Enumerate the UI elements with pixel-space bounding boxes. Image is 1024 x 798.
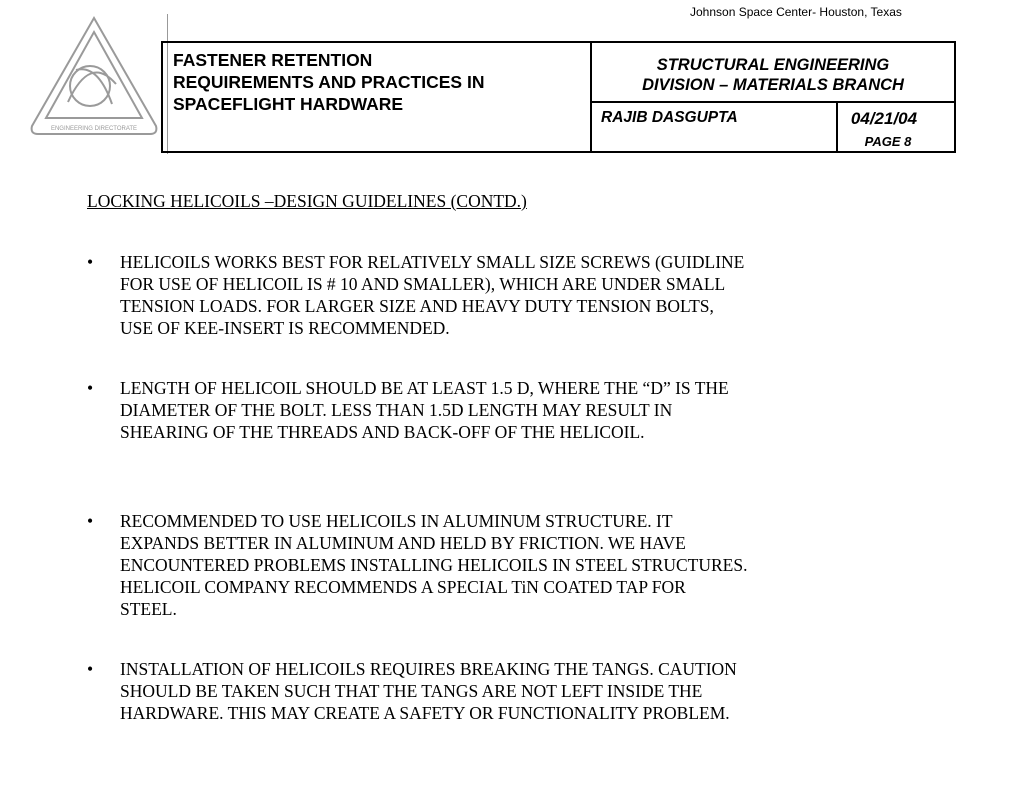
document-title: FASTENER RETENTION REQUIREMENTS AND PRACTICES IN SPACEFLIGHT HARDWARE — [173, 50, 485, 114]
author-name: RAJIB DASGUPTA — [601, 109, 738, 126]
svg-text:ENGINEERING DIRECTORATE: ENGINEERING DIRECTORATE — [50, 126, 138, 132]
bullet-icon: • — [87, 378, 94, 398]
section-heading: LOCKING HELICOILS –DESIGN GUIDELINES (CONTD.) — [87, 191, 527, 211]
document-date: 04/21/04 — [850, 109, 918, 128]
page-number: PAGE 8 — [864, 134, 912, 149]
bullet-icon: • — [87, 511, 94, 531]
division-name: STRUCTURAL ENGINEERING DIVISION – MATERIALS BRANCH — [642, 56, 904, 94]
bullet-icon: • — [87, 252, 94, 272]
location-text: Johnson Space Center- Houston, Texas — [690, 5, 902, 19]
nasa-engineering-directorate-seal-icon — [28, 14, 160, 140]
bullet-icon: • — [87, 659, 94, 679]
header-box — [161, 41, 956, 153]
